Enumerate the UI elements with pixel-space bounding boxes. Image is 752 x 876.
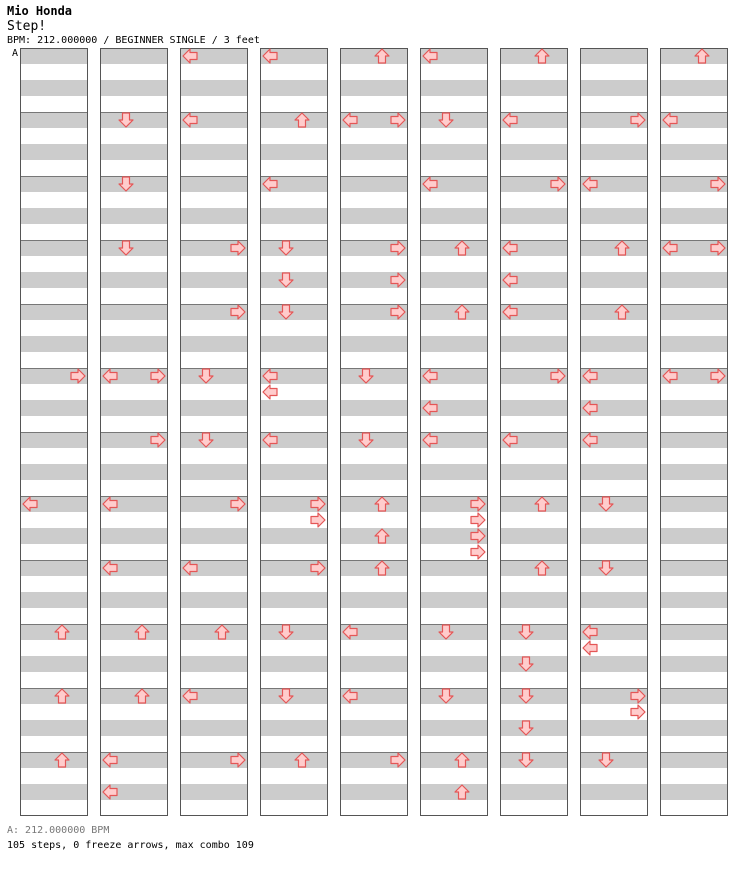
beat-band xyxy=(20,208,88,224)
bpm-note: A: 212.000000 BPM xyxy=(7,825,110,836)
beat-band xyxy=(180,400,248,416)
beat-band xyxy=(100,464,168,480)
beat-band xyxy=(20,464,88,480)
beat-band xyxy=(580,752,648,768)
chart-column xyxy=(340,48,408,816)
beat-band xyxy=(660,624,728,640)
beat-band xyxy=(180,592,248,608)
beat-band xyxy=(420,784,488,800)
beat-band xyxy=(660,560,728,576)
beat-band xyxy=(20,688,88,704)
beat-band xyxy=(100,304,168,320)
beat-band xyxy=(660,144,728,160)
beat-band xyxy=(420,752,488,768)
beat-band xyxy=(340,656,408,672)
beat-band xyxy=(340,560,408,576)
beat-band xyxy=(420,208,488,224)
beat-band xyxy=(180,720,248,736)
beat-band xyxy=(580,144,648,160)
beat-band xyxy=(420,272,488,288)
beat-band xyxy=(420,240,488,256)
beat-band xyxy=(340,496,408,512)
chart-stats: 105 steps, 0 freeze arrows, max combo 109 xyxy=(7,840,254,851)
beat-band xyxy=(340,144,408,160)
beat-band xyxy=(580,80,648,96)
beat-band xyxy=(580,592,648,608)
beat-band xyxy=(500,336,568,352)
beat-band xyxy=(100,400,168,416)
beat-band xyxy=(660,528,728,544)
beat-band xyxy=(100,240,168,256)
chart-column xyxy=(660,48,728,816)
beat-band xyxy=(180,336,248,352)
beat-band xyxy=(580,560,648,576)
beat-band xyxy=(420,336,488,352)
chart-column xyxy=(260,48,328,816)
beat-band xyxy=(180,784,248,800)
beat-band xyxy=(180,368,248,384)
beat-band xyxy=(580,208,648,224)
beat-band xyxy=(20,112,88,128)
beat-band xyxy=(500,80,568,96)
beat-band xyxy=(340,784,408,800)
beat-band xyxy=(20,144,88,160)
beat-band xyxy=(20,592,88,608)
beat-band xyxy=(260,112,328,128)
beat-band xyxy=(100,144,168,160)
beat-band xyxy=(20,784,88,800)
beat-band xyxy=(20,720,88,736)
beat-band xyxy=(260,144,328,160)
beat-band xyxy=(20,624,88,640)
beat-band xyxy=(580,720,648,736)
beat-band xyxy=(260,336,328,352)
beat-band xyxy=(660,48,728,64)
beat-band xyxy=(660,400,728,416)
beat-band xyxy=(340,720,408,736)
beat-band xyxy=(260,688,328,704)
beat-band xyxy=(660,304,728,320)
beat-band xyxy=(100,720,168,736)
song-title: Step! xyxy=(7,19,47,34)
beat-band xyxy=(660,464,728,480)
beat-band xyxy=(420,112,488,128)
beat-band xyxy=(660,784,728,800)
beat-band xyxy=(100,48,168,64)
beat-band xyxy=(340,464,408,480)
beat-band xyxy=(500,400,568,416)
beat-band xyxy=(260,272,328,288)
beat-band xyxy=(100,208,168,224)
beat-band xyxy=(100,656,168,672)
beat-band xyxy=(420,720,488,736)
beat-band xyxy=(180,528,248,544)
beat-band xyxy=(500,144,568,160)
beat-band xyxy=(420,688,488,704)
beat-band xyxy=(260,464,328,480)
beat-band xyxy=(20,560,88,576)
beat-band xyxy=(660,208,728,224)
beat-band xyxy=(260,400,328,416)
beat-band xyxy=(260,80,328,96)
beat-band xyxy=(100,112,168,128)
chart-column xyxy=(420,48,488,816)
beat-band xyxy=(660,496,728,512)
beat-band xyxy=(660,720,728,736)
beat-band xyxy=(180,656,248,672)
beat-band xyxy=(100,336,168,352)
bpm-marker-label: A xyxy=(12,48,19,59)
beat-band xyxy=(100,528,168,544)
beat-band xyxy=(660,752,728,768)
beat-band xyxy=(100,624,168,640)
beat-band xyxy=(660,656,728,672)
chart-column xyxy=(100,48,168,816)
beat-band xyxy=(500,208,568,224)
beat-band xyxy=(420,656,488,672)
beat-band xyxy=(580,304,648,320)
beat-band xyxy=(340,80,408,96)
beat-band xyxy=(340,208,408,224)
beat-band xyxy=(20,400,88,416)
beat-band xyxy=(500,48,568,64)
beat-band xyxy=(340,592,408,608)
beat-band xyxy=(100,80,168,96)
beat-band xyxy=(580,240,648,256)
beat-band xyxy=(580,496,648,512)
beat-band xyxy=(660,688,728,704)
beat-band xyxy=(580,272,648,288)
beat-band xyxy=(180,176,248,192)
beat-band xyxy=(260,304,328,320)
beat-band xyxy=(500,688,568,704)
beat-band xyxy=(20,176,88,192)
beat-band xyxy=(100,688,168,704)
beat-band xyxy=(180,144,248,160)
beat-band xyxy=(580,464,648,480)
beat-band xyxy=(500,528,568,544)
beat-band xyxy=(20,336,88,352)
beat-band xyxy=(420,560,488,576)
beat-band xyxy=(20,272,88,288)
beat-band xyxy=(180,464,248,480)
beat-band xyxy=(260,624,328,640)
beat-band xyxy=(420,80,488,96)
beat-band xyxy=(340,400,408,416)
beat-band xyxy=(20,240,88,256)
beat-band xyxy=(340,368,408,384)
beat-band xyxy=(500,784,568,800)
beat-band xyxy=(260,208,328,224)
beat-band xyxy=(580,336,648,352)
beat-band xyxy=(260,720,328,736)
beat-band xyxy=(100,272,168,288)
beat-band xyxy=(260,656,328,672)
beat-band xyxy=(20,752,88,768)
beat-band xyxy=(420,464,488,480)
beat-band xyxy=(100,592,168,608)
beat-band xyxy=(660,432,728,448)
beat-band xyxy=(580,528,648,544)
chart-column xyxy=(180,48,248,816)
chart-column xyxy=(20,48,88,816)
beat-band xyxy=(500,656,568,672)
beat-band xyxy=(340,432,408,448)
beat-band xyxy=(340,336,408,352)
beat-band xyxy=(660,272,728,288)
beat-band xyxy=(20,304,88,320)
beat-band xyxy=(420,144,488,160)
beat-band xyxy=(420,624,488,640)
beat-band xyxy=(20,528,88,544)
beat-band xyxy=(340,176,408,192)
beat-band xyxy=(500,560,568,576)
beat-band xyxy=(660,592,728,608)
beat-band xyxy=(20,48,88,64)
beat-band xyxy=(180,624,248,640)
beat-band xyxy=(180,80,248,96)
beat-band xyxy=(180,208,248,224)
beat-band xyxy=(260,240,328,256)
beat-band xyxy=(180,272,248,288)
beat-band xyxy=(420,592,488,608)
beat-band xyxy=(500,496,568,512)
beat-band xyxy=(580,48,648,64)
beat-band xyxy=(20,80,88,96)
beat-band xyxy=(500,592,568,608)
beat-band xyxy=(180,432,248,448)
beat-band xyxy=(340,48,408,64)
beat-band xyxy=(20,432,88,448)
chart-column xyxy=(500,48,568,816)
chart-column xyxy=(580,48,648,816)
beat-band xyxy=(100,176,168,192)
beat-band xyxy=(580,656,648,672)
chart-info: BPM: 212.000000 / BEGINNER SINGLE / 3 feet xyxy=(7,35,260,46)
beat-band xyxy=(260,592,328,608)
beat-band xyxy=(580,784,648,800)
beat-band xyxy=(260,752,328,768)
beat-band xyxy=(500,752,568,768)
beat-band xyxy=(500,624,568,640)
beat-band xyxy=(260,784,328,800)
beat-band xyxy=(660,80,728,96)
beat-band xyxy=(660,336,728,352)
beat-band xyxy=(500,720,568,736)
beat-band xyxy=(420,304,488,320)
beat-band xyxy=(260,528,328,544)
beat-band xyxy=(20,656,88,672)
beat-band xyxy=(500,464,568,480)
beat-band xyxy=(340,528,408,544)
artist-name: Mio Honda xyxy=(7,4,73,18)
